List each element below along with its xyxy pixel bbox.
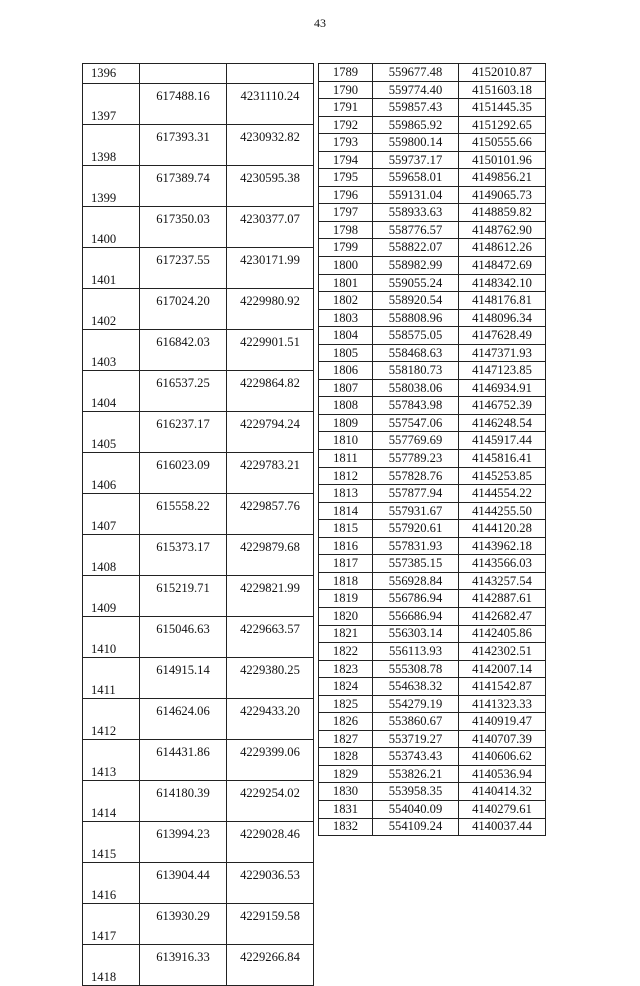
point-id-cell: 1804 [319,327,373,345]
x-coordinate-cell: 556303.14 [373,625,459,643]
y-coordinate-cell: 4140919.47 [459,713,546,731]
x-coordinate-cell: 556928.84 [373,572,459,590]
y-coordinate-cell: 4229028.46 [227,822,314,863]
point-id-cell: 1808 [319,397,373,415]
point-id-cell: 1826 [319,713,373,731]
y-coordinate-cell: 4230595.38 [227,166,314,207]
x-coordinate-cell: 557789.23 [373,450,459,468]
table-row [319,730,546,748]
point-id-cell: 1820 [319,607,373,625]
x-coordinate-cell: 557877.94 [373,485,459,503]
x-coordinate-cell: 557385.15 [373,555,459,573]
y-coordinate-cell: 4144255.50 [459,502,546,520]
x-coordinate-cell: 559658.01 [373,169,459,187]
y-coordinate-cell: 4147628.49 [459,327,546,345]
y-coordinate-cell: 4148859.82 [459,204,546,222]
y-coordinate-cell: 4148342.10 [459,274,546,292]
table-row [83,699,314,740]
point-id-cell: 1802 [319,292,373,310]
table-row [319,765,546,783]
x-coordinate-cell: 616237.17 [140,412,227,453]
table-row [319,485,546,503]
x-coordinate-cell: 614624.06 [140,699,227,740]
point-id-cell: 1418 [83,945,140,986]
y-coordinate-cell: 4145253.85 [459,467,546,485]
point-id-cell: 1821 [319,625,373,643]
x-coordinate-cell: 557547.06 [373,414,459,432]
x-coordinate-cell: 559774.40 [373,81,459,99]
point-id-cell: 1411 [83,658,140,699]
y-coordinate-cell: 4145917.44 [459,432,546,450]
x-coordinate-cell: 617237.55 [140,248,227,289]
point-id-cell: 1791 [319,99,373,117]
x-coordinate-cell: 614915.14 [140,658,227,699]
y-coordinate-cell: 4230377.07 [227,207,314,248]
table-row [319,520,546,538]
x-coordinate-cell: 558822.07 [373,239,459,257]
y-coordinate-cell: 4229254.02 [227,781,314,822]
y-coordinate-cell: 4229857.76 [227,494,314,535]
point-id-cell: 1407 [83,494,140,535]
x-coordinate-cell: 617350.03 [140,207,227,248]
point-id-cell: 1832 [319,818,373,836]
x-coordinate-cell: 617024.20 [140,289,227,330]
x-coordinate-cell: 557920.61 [373,520,459,538]
table-row [319,64,546,82]
point-id-cell: 1795 [319,169,373,187]
y-coordinate-cell: 4141542.87 [459,678,546,696]
x-coordinate-cell: 558468.63 [373,344,459,362]
table-row [83,248,314,289]
table-row [83,453,314,494]
y-coordinate-cell: 4142887.61 [459,590,546,608]
x-coordinate-cell: 559131.04 [373,186,459,204]
y-coordinate-cell: 4229380.25 [227,658,314,699]
y-coordinate-cell: 4147123.85 [459,362,546,380]
table-row [319,625,546,643]
y-coordinate-cell: 4151445.35 [459,99,546,117]
y-coordinate-cell: 4229663.57 [227,617,314,658]
x-coordinate-cell: 613994.23 [140,822,227,863]
y-coordinate-cell: 4140606.62 [459,748,546,766]
table-row [319,81,546,99]
x-coordinate-cell: 557769.69 [373,432,459,450]
table-row [319,221,546,239]
x-coordinate-cell: 558180.73 [373,362,459,380]
point-id-cell: 1396 [83,64,140,84]
table-row [83,64,314,84]
x-coordinate-cell: 615219.71 [140,576,227,617]
y-coordinate-cell: 4142302.51 [459,643,546,661]
table-row [319,309,546,327]
table-row [83,412,314,453]
y-coordinate-cell: 4229433.20 [227,699,314,740]
point-id-cell: 1812 [319,467,373,485]
point-id-cell: 1813 [319,485,373,503]
table-row [83,371,314,412]
point-id-cell: 1404 [83,371,140,412]
point-id-cell: 1398 [83,125,140,166]
point-id-cell: 1811 [319,450,373,468]
x-coordinate-cell: 558575.05 [373,327,459,345]
y-coordinate-cell: 4146934.91 [459,379,546,397]
y-coordinate-cell: 4148176.81 [459,292,546,310]
point-id-cell: 1831 [319,800,373,818]
table-row [319,257,546,275]
table-row [319,537,546,555]
point-id-cell: 1830 [319,783,373,801]
point-id-cell: 1805 [319,344,373,362]
y-coordinate-cell: 4146752.39 [459,397,546,415]
point-id-cell: 1397 [83,84,140,125]
y-coordinate-cell: 4140037.44 [459,818,546,836]
left-table-body [83,64,314,986]
table-row [83,535,314,576]
y-coordinate-cell: 4230932.82 [227,125,314,166]
table-row [83,945,314,986]
table-row [319,99,546,117]
table-row [319,414,546,432]
point-id-cell: 1801 [319,274,373,292]
x-coordinate-cell: 554279.19 [373,695,459,713]
table-row [319,204,546,222]
point-id-cell: 1410 [83,617,140,658]
y-coordinate-cell: 4146248.54 [459,414,546,432]
y-coordinate-cell: 4140536.94 [459,765,546,783]
x-coordinate-cell: 556686.94 [373,607,459,625]
table-row [319,502,546,520]
x-coordinate-cell: 557931.67 [373,502,459,520]
x-coordinate-cell: 559857.43 [373,99,459,117]
y-coordinate-cell: 4230171.99 [227,248,314,289]
table-row [319,800,546,818]
table-row [319,116,546,134]
table-row [319,274,546,292]
table-row [319,450,546,468]
x-coordinate-cell: 558808.96 [373,309,459,327]
table-row [319,695,546,713]
y-coordinate-cell: 4148762.90 [459,221,546,239]
x-coordinate-cell: 558920.54 [373,292,459,310]
table-row [83,658,314,699]
point-id-cell: 1816 [319,537,373,555]
point-id-cell: 1409 [83,576,140,617]
x-coordinate-cell: 613916.33 [140,945,227,986]
y-coordinate-cell: 4143257.54 [459,572,546,590]
y-coordinate-cell: 4140279.61 [459,800,546,818]
x-coordinate-cell: 614180.39 [140,781,227,822]
y-coordinate-cell: 4145816.41 [459,450,546,468]
x-coordinate-cell: 613930.29 [140,904,227,945]
point-id-cell: 1800 [319,257,373,275]
table-row [319,292,546,310]
x-coordinate-cell: 614431.86 [140,740,227,781]
y-coordinate-cell: 4150101.96 [459,151,546,169]
y-coordinate-cell: 4140707.39 [459,730,546,748]
y-coordinate-cell: 4231110.24 [227,84,314,125]
table-row [319,239,546,257]
x-coordinate-cell: 613904.44 [140,863,227,904]
x-coordinate-cell: 616023.09 [140,453,227,494]
table-row [83,330,314,371]
point-id-cell: 1809 [319,414,373,432]
x-coordinate-cell: 556786.94 [373,590,459,608]
y-coordinate-cell: 4144120.28 [459,520,546,538]
table-row [319,607,546,625]
y-coordinate-cell: 4229783.21 [227,453,314,494]
table-row [319,327,546,345]
y-coordinate-cell: 4149065.73 [459,186,546,204]
x-coordinate-cell: 558776.57 [373,221,459,239]
table-row [83,781,314,822]
point-id-cell: 1815 [319,520,373,538]
table-row [83,740,314,781]
point-id-cell: 1823 [319,660,373,678]
x-coordinate-cell: 616842.03 [140,330,227,371]
x-coordinate-cell: 558982.99 [373,257,459,275]
point-id-cell: 1814 [319,502,373,520]
y-coordinate-cell: 4150555.66 [459,134,546,152]
table-row [319,660,546,678]
point-id-cell: 1414 [83,781,140,822]
point-id-cell: 1825 [319,695,373,713]
y-coordinate-cell: 4142682.47 [459,607,546,625]
point-id-cell: 1789 [319,64,373,82]
y-coordinate-cell: 4148612.26 [459,239,546,257]
table-row [83,617,314,658]
point-id-cell: 1415 [83,822,140,863]
y-coordinate-cell: 4229794.24 [227,412,314,453]
point-id-cell: 1796 [319,186,373,204]
y-coordinate-cell: 4229864.82 [227,371,314,412]
point-id-cell: 1412 [83,699,140,740]
table-row [319,467,546,485]
y-coordinate-cell: 4143962.18 [459,537,546,555]
table-row [319,748,546,766]
y-coordinate-cell: 4229901.51 [227,330,314,371]
y-coordinate-cell: 4229266.84 [227,945,314,986]
x-coordinate-cell: 556113.93 [373,643,459,661]
x-coordinate-cell: 557831.93 [373,537,459,555]
y-coordinate-cell: 4229036.53 [227,863,314,904]
table-row [83,863,314,904]
x-coordinate-cell: 559737.17 [373,151,459,169]
point-id-cell: 1790 [319,81,373,99]
table-row [319,344,546,362]
table-row [83,84,314,125]
left-coordinate-table [82,63,314,986]
table-row [83,576,314,617]
y-coordinate-cell: 4151603.18 [459,81,546,99]
y-coordinate-cell: 4229159.58 [227,904,314,945]
y-coordinate-cell [227,64,314,84]
point-id-cell: 1828 [319,748,373,766]
point-id-cell: 1417 [83,904,140,945]
point-id-cell: 1405 [83,412,140,453]
point-id-cell: 1822 [319,643,373,661]
y-coordinate-cell: 4229821.99 [227,576,314,617]
y-coordinate-cell: 4147371.93 [459,344,546,362]
table-row [83,822,314,863]
y-coordinate-cell: 4148472.69 [459,257,546,275]
table-row [83,125,314,166]
point-id-cell: 1829 [319,765,373,783]
y-coordinate-cell: 4148096.34 [459,309,546,327]
table-row [319,643,546,661]
point-id-cell: 1797 [319,204,373,222]
x-coordinate-cell: 553860.67 [373,713,459,731]
y-coordinate-cell: 4229980.92 [227,289,314,330]
x-coordinate-cell: 615046.63 [140,617,227,658]
x-coordinate-cell: 553958.35 [373,783,459,801]
point-id-cell: 1416 [83,863,140,904]
x-coordinate-cell: 558038.06 [373,379,459,397]
point-id-cell: 1818 [319,572,373,590]
table-row [319,783,546,801]
point-id-cell: 1413 [83,740,140,781]
x-coordinate-cell: 617389.74 [140,166,227,207]
x-coordinate-cell: 617488.16 [140,84,227,125]
table-row [319,362,546,380]
table-row [319,169,546,187]
x-coordinate-cell: 554040.09 [373,800,459,818]
x-coordinate-cell: 616537.25 [140,371,227,412]
y-coordinate-cell: 4149856.21 [459,169,546,187]
y-coordinate-cell: 4152010.87 [459,64,546,82]
table-row [319,397,546,415]
x-coordinate-cell: 559800.14 [373,134,459,152]
right-coordinate-table [318,63,546,836]
point-id-cell: 1406 [83,453,140,494]
table-row [319,186,546,204]
table-row [319,572,546,590]
point-id-cell: 1403 [83,330,140,371]
point-id-cell: 1817 [319,555,373,573]
table-row [319,151,546,169]
table-row [319,379,546,397]
x-coordinate-cell: 554109.24 [373,818,459,836]
x-coordinate-cell [140,64,227,84]
y-coordinate-cell: 4229399.06 [227,740,314,781]
table-row [83,207,314,248]
table-row [83,494,314,535]
x-coordinate-cell: 559055.24 [373,274,459,292]
point-id-cell: 1401 [83,248,140,289]
y-coordinate-cell: 4142405.86 [459,625,546,643]
point-id-cell: 1819 [319,590,373,608]
table-row [319,713,546,731]
table-row [83,166,314,207]
table-row [319,590,546,608]
x-coordinate-cell: 553719.27 [373,730,459,748]
y-coordinate-cell: 4229879.68 [227,535,314,576]
table-row [319,134,546,152]
page-number: 43 [314,16,326,30]
x-coordinate-cell: 559865.92 [373,116,459,134]
point-id-cell: 1806 [319,362,373,380]
x-coordinate-cell: 553826.21 [373,765,459,783]
table-row [319,818,546,836]
x-coordinate-cell: 617393.31 [140,125,227,166]
table-row [319,432,546,450]
point-id-cell: 1827 [319,730,373,748]
x-coordinate-cell: 553743.43 [373,748,459,766]
table-row [319,678,546,696]
point-id-cell: 1793 [319,134,373,152]
point-id-cell: 1402 [83,289,140,330]
x-coordinate-cell: 559677.48 [373,64,459,82]
x-coordinate-cell: 615558.22 [140,494,227,535]
table-row [319,555,546,573]
x-coordinate-cell: 615373.17 [140,535,227,576]
x-coordinate-cell: 557843.98 [373,397,459,415]
y-coordinate-cell: 4143566.03 [459,555,546,573]
point-id-cell: 1803 [319,309,373,327]
point-id-cell: 1792 [319,116,373,134]
y-coordinate-cell: 4151292.65 [459,116,546,134]
y-coordinate-cell: 4140414.32 [459,783,546,801]
point-id-cell: 1400 [83,207,140,248]
point-id-cell: 1408 [83,535,140,576]
point-id-cell: 1798 [319,221,373,239]
point-id-cell: 1810 [319,432,373,450]
point-id-cell: 1794 [319,151,373,169]
y-coordinate-cell: 4141323.33 [459,695,546,713]
right-table-body [319,64,546,836]
x-coordinate-cell: 557828.76 [373,467,459,485]
x-coordinate-cell: 558933.63 [373,204,459,222]
point-id-cell: 1799 [319,239,373,257]
x-coordinate-cell: 555308.78 [373,660,459,678]
point-id-cell: 1399 [83,166,140,207]
table-row [83,289,314,330]
y-coordinate-cell: 4142007.14 [459,660,546,678]
y-coordinate-cell: 4144554.22 [459,485,546,503]
table-row [83,904,314,945]
point-id-cell: 1807 [319,379,373,397]
x-coordinate-cell: 554638.32 [373,678,459,696]
point-id-cell: 1824 [319,678,373,696]
